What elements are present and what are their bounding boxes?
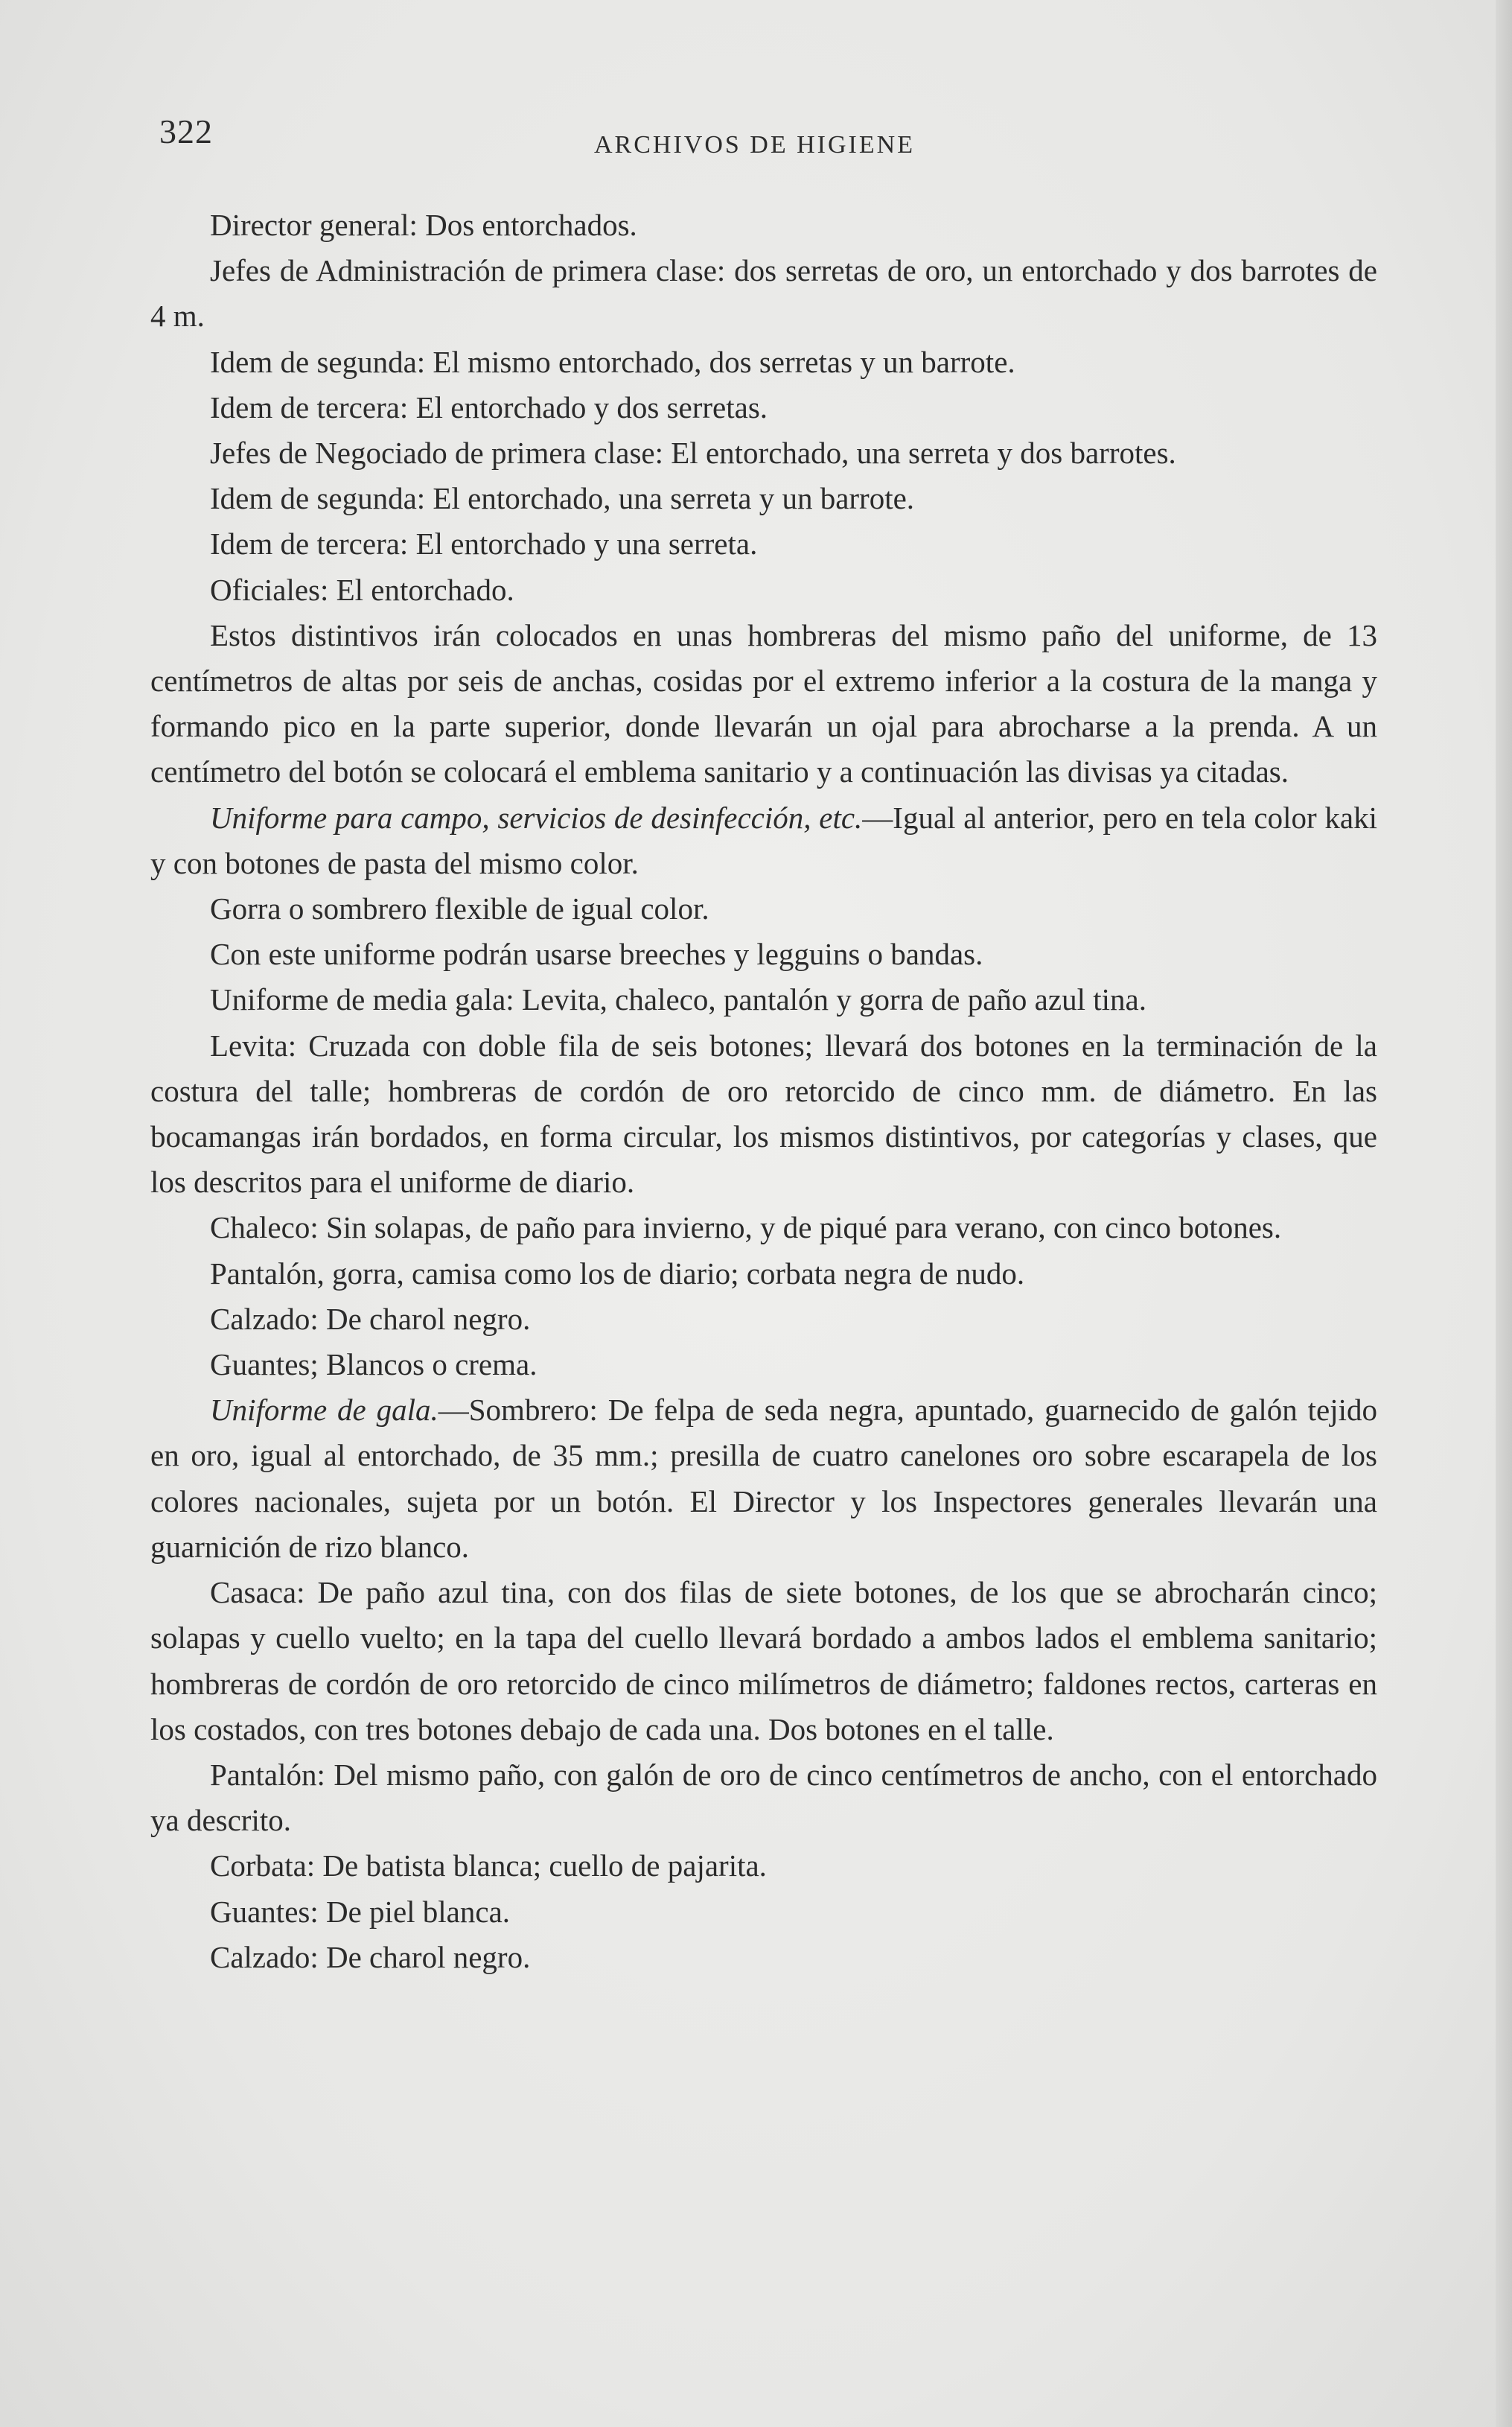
paragraph-text: Oficiales: El entorchado. <box>210 572 514 607</box>
paragraph <box>150 1570 1377 1752</box>
paragraph-text: Jefes de Negociado de primera clase: El entorchado, una serreta y dos barrotes. <box>210 436 1176 471</box>
paragraph <box>150 977 1377 1022</box>
paragraph-text: Director general: Dos entorchados. <box>210 208 637 242</box>
italic-heading: Uniforme de gala. <box>210 1393 438 1428</box>
paragraph <box>150 567 1377 613</box>
paragraph-text: —Igual al anterior, pero en tela color kaki y con botones de pasta del mismo color. <box>150 800 1378 880</box>
paragraph-text: Uniforme de media gala: Levita, chaleco, pantalón y gorra de paño azul tina. <box>210 982 1146 1017</box>
paragraph-text: Pantalón: Del mismo paño, con galón de oro de cinco centímetros de ancho, con el entorchado ya descrito. <box>150 1757 1377 1838</box>
running-head: ARCHIVOS DE HIGIENE <box>594 131 915 159</box>
paragraph-text: Pantalón, gorra, camisa como los de diario; corbata negra de nudo. <box>210 1256 1025 1291</box>
italic-heading: Uniforme para campo, servicios de desinfección, etc. <box>210 800 863 835</box>
paragraph <box>150 932 1377 977</box>
paragraph-text: Jefes de Administración de primera clase: dos serretas de oro, un entorchado y dos barrotes de 4 m. <box>150 253 1377 334</box>
paragraph <box>150 340 1377 385</box>
paragraph-text: Idem de tercera: El entorchado y dos serretas. <box>210 389 768 424</box>
paragraph <box>150 886 1377 932</box>
paragraph <box>150 1935 1377 1980</box>
page-edge-shadow <box>1496 0 1512 2427</box>
paragraph-text: Casaca: De paño azul tina, con dos filas de siete botones, de los que se abrocharán cinco; solapas y cuello vuelto; en la tapa del cuello llevará bordado a ambos lados el emblema sanitario; hombreras de cordón de oro retorcido de cinco milímetros de diámetro; faldones rectos, carteras en los costados, con tres botones debajo de cada una. Dos botones en el talle. <box>150 1575 1377 1746</box>
paragraph <box>150 385 1377 430</box>
paragraph <box>150 1205 1377 1250</box>
paragraph <box>150 1342 1377 1387</box>
paragraph <box>150 248 1377 339</box>
paragraph-text: Guantes: De piel blanca. <box>210 1894 511 1929</box>
page-number: 322 <box>159 112 213 150</box>
paragraph-text: Con este uniforme podrán usarse breeches y legguins o bandas. <box>210 937 983 972</box>
paragraph-text: Guantes; Blancos o crema. <box>210 1347 538 1382</box>
paragraph <box>150 521 1377 567</box>
paragraph <box>150 1387 1377 1570</box>
paragraph <box>150 1843 1377 1889</box>
body-text <box>150 203 1377 1980</box>
paragraph-text: Calzado: De charol negro. <box>210 1301 531 1336</box>
paragraph-text: Corbata: De batista blanca; cuello de pajarita. <box>210 1848 767 1883</box>
paragraph-text: Levita: Cruzada con doble fila de seis botones; llevará dos botones en la terminación de la costura del talle; hombreras de cordón de oro retorcido de cinco mm. de diámetro. En las bocamangas irán bordados, en forma circular, los mismos distintivos, por categorías y clases, que los descritos para el uniforme de diario. <box>150 1028 1377 1200</box>
paragraph-text: Estos distintivos irán colocados en unas hombreras del mismo paño del uniforme, de 13 centímetros de altas por seis de anchas, cosidas por el extremo inferior a la costura de la manga y formando pico en la parte superior, donde llevarán un ojal para abrocharse a la prenda. A un centímetro del botón se colocará el emblema sanitario y a continuación las divisas ya citadas. <box>150 617 1377 789</box>
paragraph-text: Idem de segunda: El entorchado, una serreta y un barrote. <box>210 481 915 516</box>
paragraph <box>150 1251 1377 1297</box>
paragraph <box>150 476 1377 521</box>
paragraph-text: —Sombrero: De felpa de seda negra, apuntado, guarnecido de galón tejido en oro, igual al entorchado, de 35 mm.; presilla de cuatro canelones oro sobre escarapela de los colores nacionales, sujeta por un botón. El Director y los Inspectores generales llevarán una guarnición de rizo blanco. <box>150 1393 1378 1564</box>
paragraph-text: Chaleco: Sin solapas, de paño para invierno, y de piqué para verano, con cinco botones. <box>210 1210 1282 1245</box>
paragraph <box>150 613 1377 795</box>
paragraph <box>150 1752 1377 1843</box>
paragraph <box>150 1023 1377 1206</box>
paragraph <box>150 1889 1377 1935</box>
paragraph <box>150 795 1377 886</box>
paragraph-text: Calzado: De charol negro. <box>210 1939 531 1974</box>
paragraph <box>150 203 1377 248</box>
paragraph-text: Idem de segunda: El mismo entorchado, dos serretas y un barrote. <box>210 344 1015 379</box>
paragraph-text: Gorra o sombrero flexible de igual color. <box>210 891 709 926</box>
paragraph <box>150 1297 1377 1342</box>
paragraph-text: Idem de tercera: El entorchado y una serreta. <box>210 527 758 562</box>
paragraph <box>150 430 1377 476</box>
